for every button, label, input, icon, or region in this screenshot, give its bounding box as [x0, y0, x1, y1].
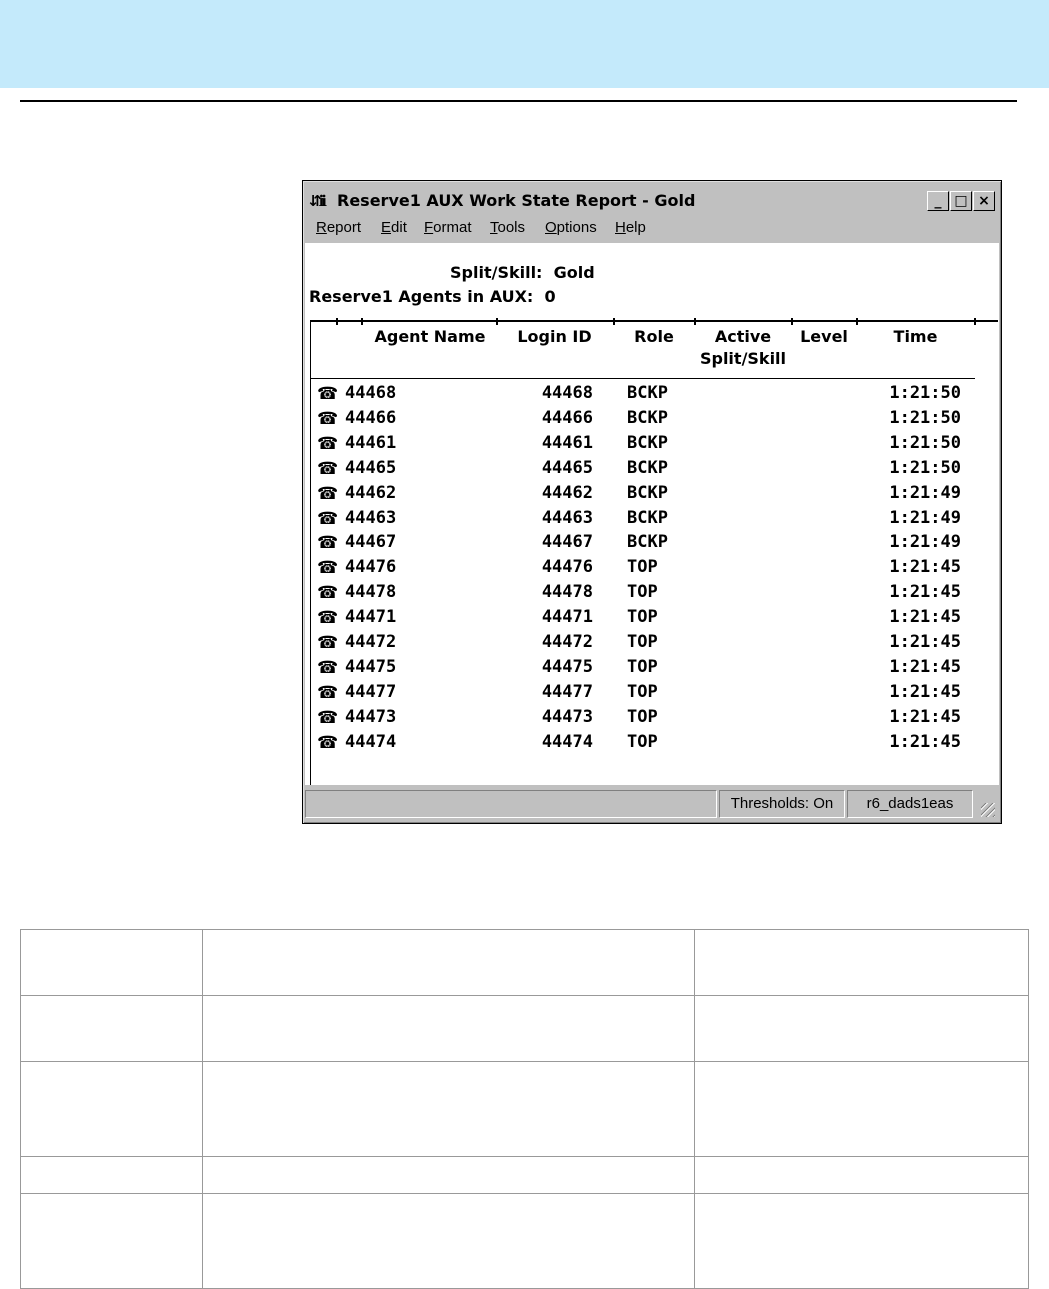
table-row[interactable] [311, 607, 971, 632]
agent-name-cell: 44477 [345, 681, 397, 702]
table-cell [203, 1194, 695, 1289]
column-divider[interactable] [856, 318, 858, 325]
time-cell: 1:21:45 [889, 681, 961, 702]
login-id-cell: 44476 [541, 557, 593, 578]
menu-edit[interactable]: Edit [381, 219, 407, 236]
table-row[interactable] [311, 582, 971, 607]
table-cell [695, 1062, 1029, 1157]
login-id-cell: 44478 [541, 582, 593, 603]
phone-icon: ☎ [317, 483, 339, 504]
agent-name-cell: 44463 [345, 507, 397, 528]
role-cell: BCKP [627, 482, 668, 503]
column-divider[interactable] [974, 318, 976, 325]
role-cell: TOP [627, 632, 658, 652]
table-row[interactable] [311, 458, 971, 483]
menu-options[interactable]: Options [545, 219, 597, 236]
time-cell: 1:21:50 [889, 432, 961, 453]
table-cell [21, 1157, 203, 1194]
lower-table [20, 929, 1029, 1289]
table-row[interactable] [311, 732, 971, 757]
menu-report[interactable]: Report [316, 219, 362, 236]
role-cell: TOP [627, 656, 658, 677]
table-cell [695, 930, 1029, 996]
phone-icon: ☎ [317, 384, 339, 404]
time-cell: 1:21:45 [889, 607, 961, 628]
col-active-line1: Active [714, 327, 772, 346]
header-divider [20, 100, 1017, 102]
role-cell: TOP [627, 681, 658, 702]
status-bar [305, 787, 999, 821]
split-skill-label: Split/Skill: [450, 263, 543, 282]
agents-in-aux-value: 0 [544, 287, 556, 306]
table-row[interactable] [311, 508, 971, 533]
time-cell: 1:21:45 [889, 557, 961, 578]
phone-icon: ☎ [317, 458, 339, 479]
page-header-band [0, 0, 1049, 88]
time-cell: 1:21:45 [889, 582, 961, 603]
table-row[interactable] [311, 433, 971, 458]
col-level[interactable]: Level [800, 327, 848, 346]
title-bar[interactable] [305, 183, 999, 219]
agent-name-cell: 44467 [345, 532, 397, 553]
split-skill-value: Gold [553, 263, 595, 282]
column-divider[interactable] [694, 318, 696, 325]
agent-name-cell: 44475 [345, 656, 397, 677]
agents-in-aux-label: Reserve1 Agents in AUX: [309, 287, 534, 306]
col-login-id[interactable]: Login ID [517, 327, 592, 346]
time-cell: 1:21:49 [889, 482, 961, 503]
role-cell: BCKP [627, 507, 668, 528]
table-row[interactable] [311, 682, 971, 707]
menu-help[interactable]: Help [615, 219, 646, 236]
agent-name-cell: 44472 [345, 632, 397, 652]
column-divider[interactable] [613, 318, 615, 325]
login-id-cell: 44477 [541, 681, 593, 702]
report-window [302, 180, 1002, 824]
agent-name-cell: 44465 [345, 457, 397, 478]
time-cell: 1:21:45 [889, 706, 961, 727]
phone-icon: ☎ [317, 732, 339, 753]
thresholds-status: Thresholds: On [719, 790, 845, 818]
table-cell [21, 930, 203, 996]
role-cell: BCKP [627, 383, 668, 403]
phone-icon: ☎ [317, 682, 339, 703]
table-cell [695, 996, 1029, 1062]
resize-grip[interactable] [981, 803, 995, 817]
login-id-cell: 44472 [541, 632, 593, 652]
login-id-cell: 44463 [541, 507, 593, 528]
table-row[interactable] [311, 408, 971, 433]
time-cell: 1:21:50 [889, 457, 961, 478]
time-cell: 1:21:49 [889, 507, 961, 528]
server-status: r6_dads1eas [847, 790, 973, 818]
login-id-cell: 44475 [541, 656, 593, 677]
time-cell: 1:21:49 [889, 532, 961, 553]
role-cell: TOP [627, 607, 658, 628]
phone-icon: ☎ [317, 633, 339, 653]
role-cell: TOP [627, 731, 658, 752]
split-skill-line [450, 263, 595, 282]
login-id-cell: 44467 [541, 532, 593, 553]
col-time[interactable]: Time [893, 327, 938, 346]
agent-name-cell: 44471 [345, 607, 397, 628]
login-id-cell: 44471 [541, 607, 593, 628]
role-cell: BCKP [627, 457, 668, 478]
close-button[interactable]: × [973, 191, 995, 211]
col-active-split-skill[interactable] [693, 326, 793, 370]
maximize-button[interactable]: □ [950, 191, 972, 211]
phone-icon: ☎ [317, 657, 339, 678]
table-row[interactable] [311, 383, 971, 408]
agents-icon: ⇵ℹℹ [309, 192, 324, 210]
menu-tools[interactable]: Tools [490, 219, 526, 236]
header-underline [311, 378, 975, 379]
table-cell [21, 1194, 203, 1289]
table-row [21, 996, 1029, 1062]
menu-bar [305, 219, 999, 243]
login-id-cell: 44461 [541, 432, 593, 453]
login-id-cell: 44465 [541, 457, 593, 478]
table-cell [695, 1194, 1029, 1289]
agent-name-cell: 44473 [345, 706, 397, 727]
minimize-button[interactable]: _ [927, 191, 949, 211]
table-row [21, 1157, 1029, 1194]
table-row[interactable] [311, 657, 971, 682]
agent-name-cell: 44478 [345, 582, 397, 603]
login-id-cell: 44466 [541, 407, 593, 428]
agent-name-cell: 44462 [345, 482, 397, 503]
phone-icon: ☎ [317, 583, 339, 604]
table-cell [21, 996, 203, 1062]
table-cell [203, 1062, 695, 1157]
role-cell: BCKP [627, 532, 668, 553]
table-row [21, 1194, 1029, 1289]
time-cell: 1:21:45 [889, 632, 961, 652]
table-cell [203, 930, 695, 996]
col-active-line2: Split/Skill [699, 349, 787, 368]
col-agent-name[interactable]: Agent Name [374, 327, 486, 346]
login-id-cell: 44473 [541, 706, 593, 727]
column-divider[interactable] [336, 318, 338, 325]
role-cell: TOP [627, 557, 658, 578]
report-body [305, 243, 999, 785]
column-divider[interactable] [791, 318, 793, 325]
time-cell: 1:21:45 [889, 656, 961, 677]
table-cell [203, 1157, 695, 1194]
table-row [21, 1062, 1029, 1157]
table-row[interactable] [311, 532, 971, 557]
agent-name-cell: 44474 [345, 731, 397, 752]
phone-icon: ☎ [317, 533, 339, 554]
agent-name-cell: 44461 [345, 432, 397, 453]
agent-name-cell: 44468 [345, 383, 397, 403]
table-row[interactable] [311, 483, 971, 508]
phone-icon: ☎ [317, 558, 339, 579]
table-row[interactable] [311, 707, 971, 732]
phone-icon: ☎ [317, 508, 339, 529]
phone-icon: ☎ [317, 608, 339, 629]
agent-name-cell: 44466 [345, 407, 397, 428]
agent-name-cell: 44476 [345, 557, 397, 578]
phone-icon: ☎ [317, 433, 339, 454]
login-id-cell: 44468 [541, 383, 593, 403]
phone-icon: ☎ [317, 408, 339, 429]
role-cell: TOP [627, 706, 658, 727]
window-title: Reserve1 AUX Work State Report - Gold [337, 191, 696, 210]
agents-in-aux-line [309, 287, 556, 306]
login-id-cell: 44462 [541, 482, 593, 503]
column-divider[interactable] [496, 318, 498, 325]
table-row[interactable] [311, 557, 971, 582]
table-cell [21, 1062, 203, 1157]
table-row[interactable] [311, 632, 971, 657]
table-cell [203, 996, 695, 1062]
role-cell: TOP [627, 582, 658, 603]
status-message-panel [305, 790, 717, 818]
menu-format[interactable]: Format [424, 219, 472, 236]
role-cell: BCKP [627, 432, 668, 453]
col-role[interactable]: Role [634, 327, 674, 346]
login-id-cell: 44474 [541, 731, 593, 752]
table-cell [695, 1157, 1029, 1194]
time-cell: 1:21:50 [889, 407, 961, 428]
column-divider[interactable] [361, 318, 363, 325]
phone-icon: ☎ [317, 707, 339, 728]
time-cell: 1:21:45 [889, 731, 961, 752]
role-cell: BCKP [627, 407, 668, 428]
time-cell: 1:21:50 [889, 383, 961, 403]
table-row [21, 930, 1029, 996]
